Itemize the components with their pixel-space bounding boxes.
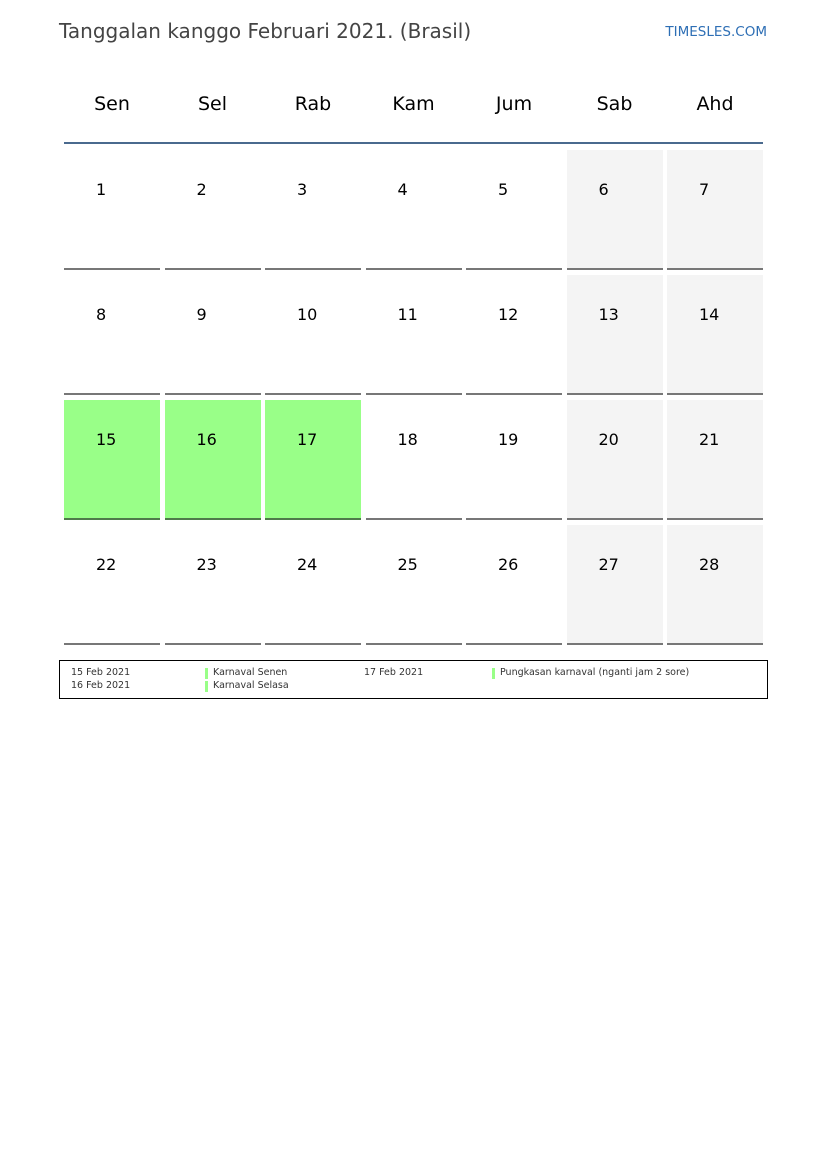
day-number: 4 xyxy=(397,180,408,199)
day-number: 24 xyxy=(297,555,318,574)
weekday-thu: Kam xyxy=(392,93,435,115)
legend-color-marker xyxy=(492,668,495,679)
legend-color-marker xyxy=(205,668,208,679)
day-number: 22 xyxy=(96,555,117,574)
day-cell xyxy=(64,525,160,645)
legend-holiday-name: Karnaval Senen xyxy=(213,667,288,678)
legend-date: 15 Feb 2021 xyxy=(71,667,131,678)
day-cell-holiday xyxy=(265,400,361,520)
legend-holiday-name: Pungkasan karnaval (nganti jam 2 sore) xyxy=(500,667,690,678)
page-title: Tanggalan kanggo Februari 2021. (Brasil) xyxy=(59,19,472,43)
day-cell-weekend xyxy=(567,525,663,645)
weekday-tue: Sel xyxy=(197,93,228,115)
day-cell xyxy=(366,275,462,395)
day-cell xyxy=(165,275,261,395)
day-cell xyxy=(366,525,462,645)
day-number: 15 xyxy=(96,430,117,449)
weekday-mon: Sen xyxy=(94,93,130,115)
day-cell xyxy=(265,525,361,645)
day-number: 10 xyxy=(297,305,318,324)
day-cell-weekend xyxy=(667,400,763,520)
day-number: 6 xyxy=(598,180,609,199)
day-cell-holiday xyxy=(165,400,261,520)
day-number: 13 xyxy=(598,305,619,324)
day-number: 25 xyxy=(397,555,418,574)
day-number: 3 xyxy=(297,180,308,199)
day-number: 21 xyxy=(699,430,720,449)
weekday-header xyxy=(64,86,763,122)
day-number: 26 xyxy=(498,555,519,574)
day-number: 20 xyxy=(598,430,619,449)
day-number: 1 xyxy=(96,180,107,199)
day-cell-weekend xyxy=(567,150,663,270)
day-number: 28 xyxy=(699,555,720,574)
holiday-legend xyxy=(59,660,768,699)
day-cell-weekend xyxy=(567,275,663,395)
day-cell xyxy=(466,400,562,520)
header-divider xyxy=(64,142,763,144)
day-number: 14 xyxy=(699,305,720,324)
day-cell xyxy=(165,525,261,645)
day-number: 12 xyxy=(498,305,519,324)
day-number: 16 xyxy=(196,430,217,449)
day-cell xyxy=(64,150,160,270)
day-number: 8 xyxy=(96,305,107,324)
legend-holiday-name: Karnaval Selasa xyxy=(213,680,289,691)
day-cell-weekend xyxy=(567,400,663,520)
day-cell xyxy=(64,275,160,395)
day-cell-weekend xyxy=(667,525,763,645)
day-cell xyxy=(265,275,361,395)
day-cell xyxy=(466,150,562,270)
weekday-wed: Rab xyxy=(294,93,332,115)
weekday-sun: Ahd xyxy=(696,93,734,115)
day-cell xyxy=(466,275,562,395)
day-cell xyxy=(366,150,462,270)
day-cell xyxy=(265,150,361,270)
site-link[interactable]: TIMESLES.COM xyxy=(665,24,767,40)
legend-date: 16 Feb 2021 xyxy=(71,680,131,691)
day-cell-weekend xyxy=(667,275,763,395)
day-number: 17 xyxy=(297,430,318,449)
day-cell-holiday xyxy=(64,400,160,520)
day-number: 7 xyxy=(699,180,710,199)
day-number: 5 xyxy=(498,180,509,199)
day-cell xyxy=(466,525,562,645)
legend-color-marker xyxy=(205,681,208,692)
legend-date: 17 Feb 2021 xyxy=(364,667,424,678)
day-cell xyxy=(165,150,261,270)
day-number: 27 xyxy=(598,555,619,574)
day-number: 9 xyxy=(196,305,207,324)
weekday-sat: Sab xyxy=(596,93,633,115)
day-number: 19 xyxy=(498,430,519,449)
day-cell xyxy=(366,400,462,520)
day-number: 11 xyxy=(397,305,418,324)
day-number: 18 xyxy=(397,430,418,449)
day-number: 23 xyxy=(196,555,217,574)
day-cell-weekend xyxy=(667,150,763,270)
weekday-fri: Jum xyxy=(495,93,533,115)
day-number: 2 xyxy=(196,180,207,199)
